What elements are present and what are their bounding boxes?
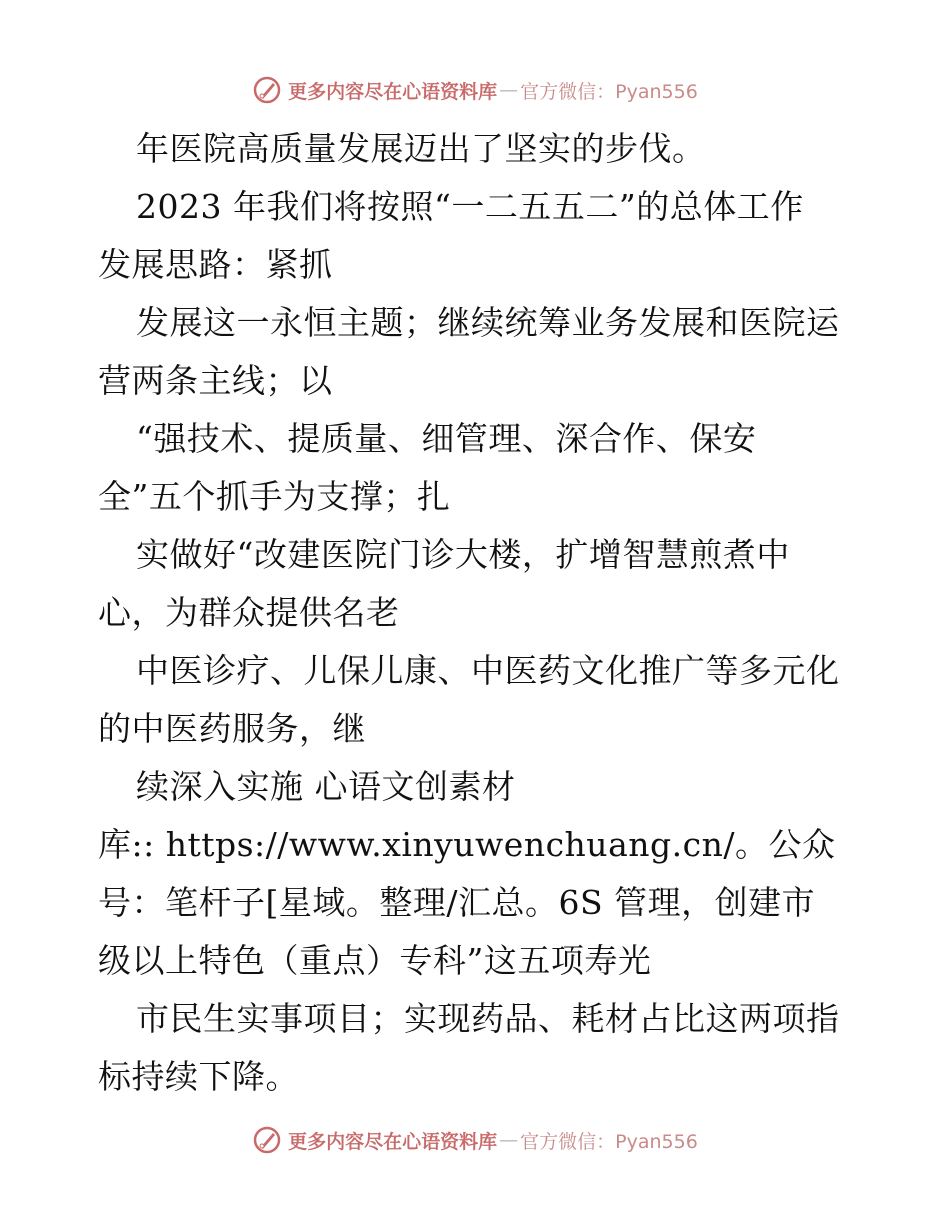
- text-line: 全”五个抓手为支撑；扎: [98, 477, 451, 516]
- text-line: 发展思路：紧抓: [98, 245, 333, 284]
- header-watermark: [0, 72, 950, 108]
- quill-seal-icon: [252, 1125, 282, 1155]
- text-line: 市民生实事项目；实现药品、耗材占比这两项指: [136, 999, 840, 1038]
- watermark-dash: —: [499, 1129, 519, 1151]
- quill-seal-icon: [252, 75, 282, 105]
- text-line: 心，为群众提供名老: [98, 593, 400, 632]
- text-line: 续深入实施 心语文创素材: [136, 767, 516, 806]
- text-line: 发展这一永恒主题；继续统筹业务发展和医院运: [136, 303, 840, 342]
- text-line: 标持续下降。: [98, 1057, 299, 1096]
- text-line: 实做好“改建医院门诊大楼，扩增智慧煎煮中: [136, 535, 790, 574]
- document-body: [98, 120, 858, 1106]
- text-line: 中医诊疗、儿保儿康、中医药文化推广等多元化: [136, 651, 840, 690]
- watermark-main-text: 更多内容尽在心语资料库: [288, 80, 498, 103]
- watermark-wechat-text: 官方微信：Pyan556: [520, 80, 698, 103]
- text-line: 库:: https://www.xinyuwenchuang.cn/。公众: [98, 825, 836, 864]
- watermark-wechat-text: 官方微信：Pyan556: [520, 1130, 698, 1153]
- text-line: 级以上特色（重点）专科”这五项寿光: [98, 941, 652, 980]
- text-line: 的中医药服务，继: [98, 709, 366, 748]
- text-line: 号：笔杆子[星域。整理/汇总。6S 管理，创建市: [98, 883, 816, 922]
- footer-watermark: [0, 1122, 950, 1158]
- text-line: 2023 年我们将按照“一二五五二”的总体工作: [136, 187, 804, 226]
- text-line: 营两条主线；以: [98, 361, 333, 400]
- text-line: “强技术、提质量、细管理、深合作、保安: [136, 419, 757, 458]
- text-line: 年医院高质量发展迈出了坚实的步伐。: [136, 129, 706, 168]
- watermark-main-text: 更多内容尽在心语资料库: [288, 1130, 498, 1153]
- watermark-dash: —: [499, 79, 519, 101]
